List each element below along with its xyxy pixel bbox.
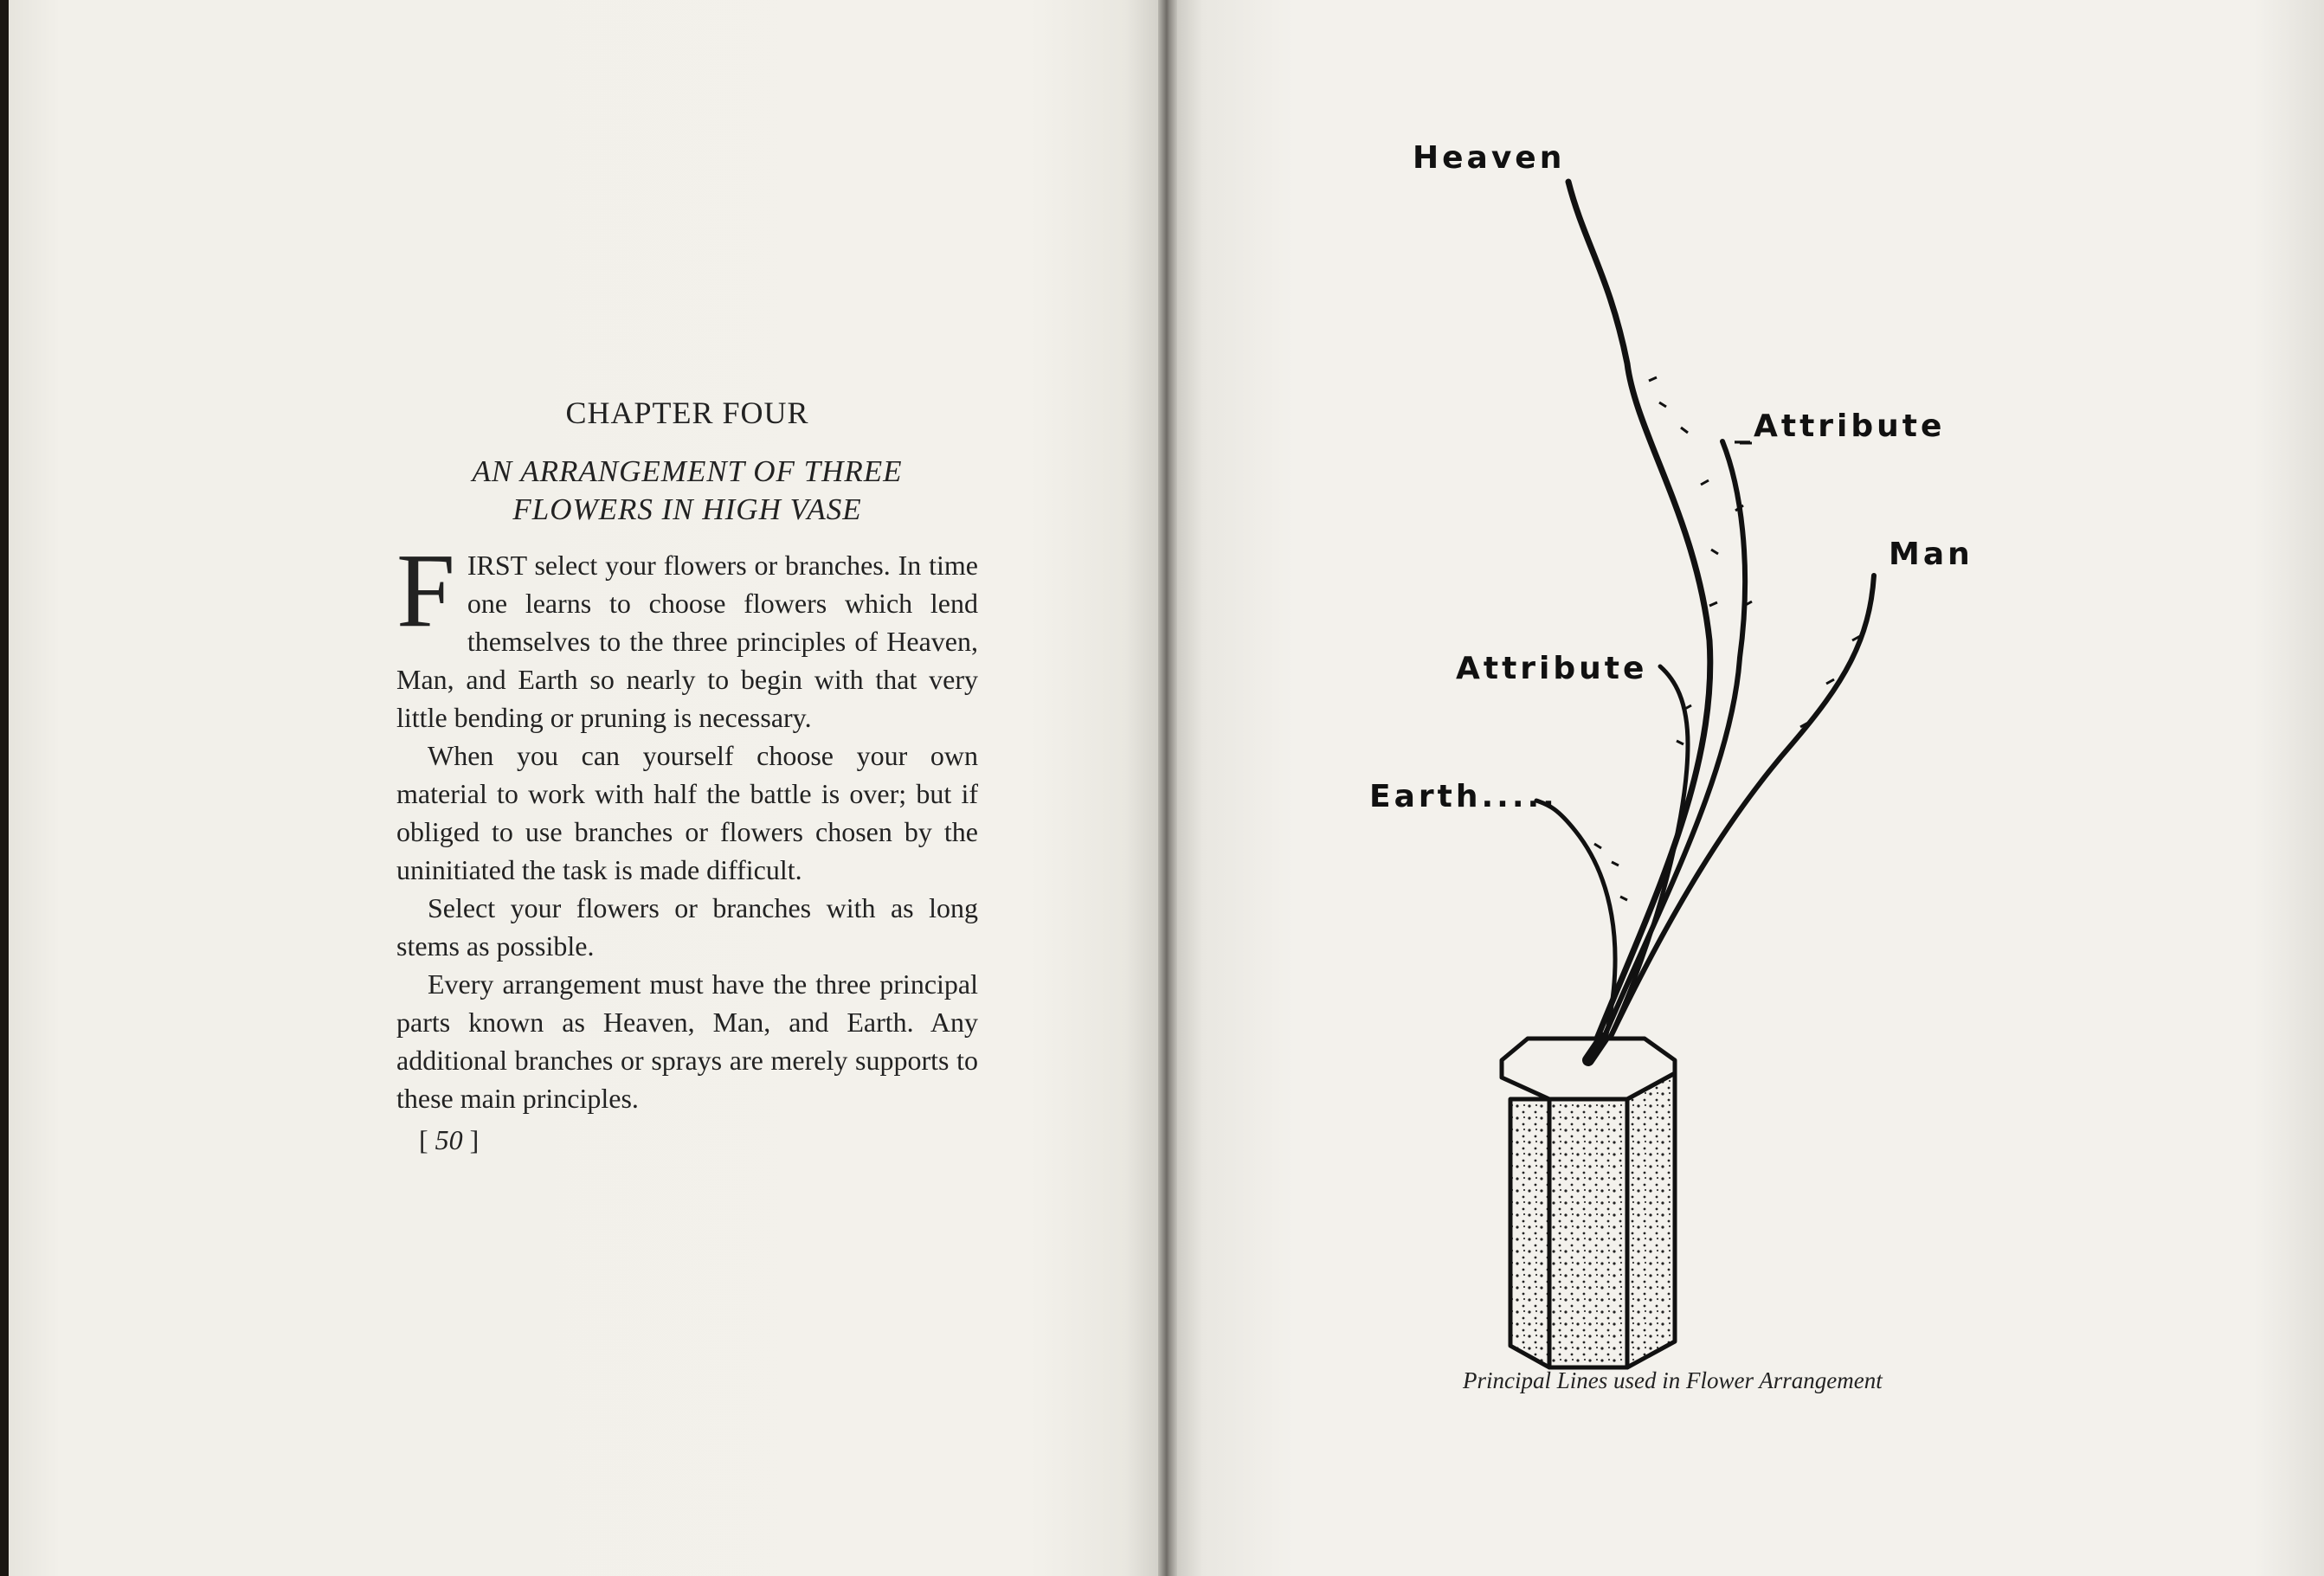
paragraph-2: When you can yourself choose your own material to work with half the battle is over; but if obliged to use branches or flowers chosen by the uninitiated the task is made difficult. <box>396 740 978 885</box>
page-number-value: 50 <box>435 1124 463 1155</box>
label-attribute-lower: Attribute <box>1456 651 1648 686</box>
earth-branch <box>1536 801 1615 1039</box>
man-branch <box>1600 576 1874 1060</box>
label-man: Man <box>1889 537 1973 572</box>
paragraph-1-text: IRST select your flowers or branches. In time one learns to choose flowers which lend themselves to the three principles of Heaven, Man, and Earth so nearly to begin with that very little bending or pruning is necessary. <box>396 550 978 733</box>
label-heaven: Heaven <box>1413 140 1566 176</box>
chapter-text-block <box>396 394 978 1157</box>
vase <box>1502 1039 1675 1367</box>
chapter-heading: CHAPTER FOUR <box>565 396 809 430</box>
page-number: [ 50 ] <box>419 1124 480 1155</box>
chapter-subtitle-line2: FLOWERS IN HIGH VASE <box>512 492 862 526</box>
paragraph-3: Select your flowers or branches with as long stems as possible. <box>396 892 978 962</box>
label-earth: Earth..... <box>1369 779 1558 814</box>
drop-cap: F <box>396 532 455 649</box>
label-attribute-upper: _Attribute <box>1735 408 1946 444</box>
illustration-caption: Principal Lines used in Flower Arrangement <box>1463 1367 1883 1393</box>
heaven-branch <box>1568 182 1710 1060</box>
chapter-subtitle-line1: AN ARRANGEMENT OF THREE <box>472 454 903 488</box>
paragraph-1 <box>396 532 978 737</box>
flower-arrangement-illustration <box>1173 0 2324 1576</box>
chapter-subtitle <box>396 453 978 529</box>
paragraph-4: Every arrangement must have the three principal parts known as Heaven, Man, and Earth. Any additional branches or sprays are merely supports to these main principles. <box>396 968 978 1114</box>
